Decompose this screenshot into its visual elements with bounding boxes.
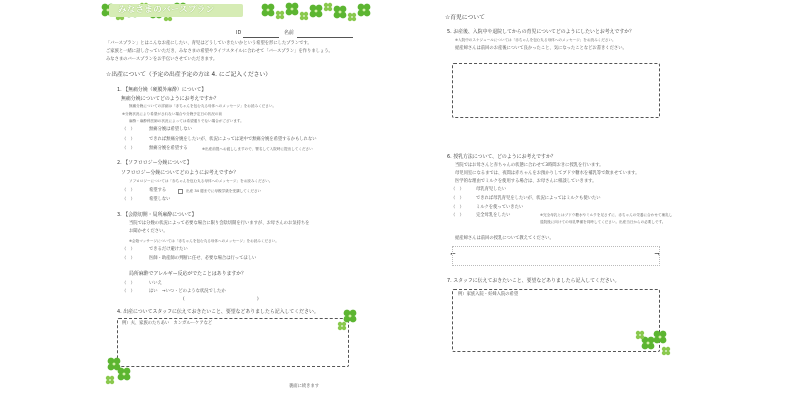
clover-icon [276, 11, 284, 19]
q4-answer-open: ( [183, 297, 185, 302]
q5-note: ※入院中のスケジュールについては「赤ちゃんを包む丸る母体へのメッセージ」をお読みください。 [455, 38, 616, 42]
q1-option-3-paren[interactable]: （ ） [122, 146, 135, 151]
q2-subtitle: ソフロロジー分娩についてどのようにお考えですか？ [121, 170, 239, 176]
q6-option-4-note: ※完全母乳とはブドウ糖水やミルクを足さずに、赤ちゃんの栄養に合わせて補乳し [540, 213, 673, 217]
clover-icon [348, 13, 356, 21]
q3-option-2-paren[interactable]: （ ） [122, 256, 135, 261]
clover-icon [324, 3, 332, 11]
q2-option-1-paren[interactable]: （ ） [122, 188, 135, 193]
previous-feeding-box[interactable] [452, 246, 660, 266]
clover-decoration-left [100, 297, 360, 395]
name-label: 名前 [284, 30, 294, 36]
q2-option-2: 希望しない [149, 197, 171, 202]
q6-title: 6. 授乳方法について、どのようにお考えですか？ [447, 154, 556, 160]
q1-title: 1. 【無痛分娩（硬膜外麻酔）について】 [117, 87, 207, 93]
id-label: ID [236, 30, 242, 36]
q1-option-3: 無痛分娩を希望する [149, 146, 188, 151]
q6-option-1-paren[interactable]: （ ） [451, 187, 464, 192]
q6-option-3: ミルクを使っていきたい [476, 205, 524, 210]
q2-option-2-paren[interactable]: （ ） [122, 197, 135, 202]
clover-icon [338, 322, 346, 330]
page-title: みなさまのバースプラン [118, 5, 215, 15]
birth-requests-example: 例）夫、家族のたちあい カンガルーケアなど [122, 321, 213, 326]
clover-icon [334, 6, 347, 19]
q1-subtitle: 無痛分娩についてどのようにお考えですか？ [121, 96, 219, 102]
q4-option-1: いいえ [149, 281, 162, 286]
name-field[interactable] [297, 37, 353, 38]
continued-note: 裏面に続きます [289, 384, 320, 389]
q3-option-2: 医師・助産師の判断に任せ、必要な場合は行ってほしい [149, 256, 257, 261]
q4-answer-close: ) [257, 297, 259, 302]
clover-icon [636, 331, 644, 339]
clover-icon [286, 3, 299, 16]
clover-icon [106, 376, 114, 384]
clover-icon [358, 4, 371, 17]
answer-close-marker: ¬ [654, 250, 660, 258]
q6-subtitle: 経産婦さんは前回の授乳について教えてください。 [455, 236, 554, 241]
q3-title: 3. 【会陰切開・局所麻酔について】 [117, 212, 197, 218]
q1-note: ※分娩状況により希望がされない場合や分娩予定日の状況の前 [122, 112, 223, 116]
q6-option-2: できれば母乳育児をしたいが、状況によってはミルクも使いたい [476, 196, 601, 201]
q3-option-1: できるだけ避けたい [149, 247, 188, 252]
q3-text: 当院では分娩の状況によって必要な場合に限り会陰切開を行いますが、お母さんのお気持ちを [129, 221, 310, 226]
intro-line: 「バースプラン」とはこんなお産にしたい、育児はどうしていきたいかという希望を形にしたプランです。 [106, 41, 312, 46]
q4-subtitle: 局所麻酔でアレルギー反応がでたことはありますか？ [129, 271, 247, 277]
q1-option-1-paren[interactable]: （ ） [122, 127, 135, 132]
q3-option-1-paren[interactable]: （ ） [122, 247, 135, 252]
q6-option-4-note: 退院後に向けての母乳準備を同時してください。出産当日からの必要しです。 [540, 220, 666, 224]
q2-note: ソフロロジーについては「赤ちゃんを包む丸る母体へのメッセージ」をお読みください。 [129, 179, 273, 183]
clover-icon [654, 331, 667, 344]
q1-option-2: できれば無痛分娩をしたいが、状況によっては途中で無痛分娩を希望するかもしれない [149, 137, 317, 142]
clover-icon [344, 310, 357, 323]
clover-decoration-right [620, 325, 680, 365]
clover-icon [662, 347, 670, 355]
q1-note: 無痛分娩についての詳細は「赤ちゃんを包む丸る母体へのメッセージ」をお読みください。 [129, 104, 277, 108]
clover-icon [300, 12, 308, 20]
q6-text: 当院ではお母さんと赤ちゃんの状態に合わせて3時間おきに授乳を行います。 [455, 163, 604, 168]
clover-icon [310, 5, 323, 18]
q1-option-3-note: ※出産前提へお渡ししますので、署名して入院時に提出してください [202, 147, 313, 151]
q6-option-4: 完全母乳をしたい [476, 213, 511, 218]
q1-option-2-paren[interactable]: （ ） [122, 137, 135, 142]
clover-icon [118, 368, 131, 381]
intro-line: みなさまのバースプランをお手伝いさせていただきます。 [106, 57, 218, 62]
q6-option-2-paren[interactable]: （ ） [451, 196, 464, 201]
childcare-plan-box[interactable] [452, 63, 660, 118]
q4-option-2: はい →いつ・どのような状況でしたか [149, 289, 226, 294]
clover-icon [262, 4, 275, 17]
q5-title-left: 4. 出産についてスタッフに伝えておきたいこと、要望などありましたら記入してください。 [117, 309, 319, 315]
clover-icon [108, 358, 121, 371]
q1-note: 麻酔・麻酔科医師の状況によっては希望通りでない場合がございます。 [129, 119, 244, 123]
q6-text: 母児同室になるまでは、夜間は赤ちゃんをお預かりしてブドウ糖水を補乳等で飲ませています。 [455, 171, 640, 176]
section-heading-birth: ☆出産について（予定の出産予定の方は 4. にご記入ください） [106, 72, 272, 78]
q6-option-1: 母乳育児したい [476, 187, 507, 192]
q4-option-2-paren[interactable]: （ ） [122, 289, 135, 294]
q2-option-1-note: 出産 34 週までに母親学級を受講してください [186, 189, 262, 193]
answer-open-marker: ⌐ [450, 250, 456, 258]
q2-option-1: 希望する [149, 188, 167, 193]
staff-requests-example: 例）家族入院・妊婦入院の希望 [458, 292, 519, 297]
section-heading-childcare: ☆育児について [445, 15, 485, 21]
q6-option-4-paren[interactable]: （ ） [451, 213, 464, 218]
q4-option-1-paren[interactable]: （ ） [122, 281, 135, 286]
intro-line: ご家族と一緒に話し合っていただき、みなさまの希望やライフスタイルに合わせて「バースプラン」を作りましょう。 [106, 49, 333, 54]
q2-checkbox[interactable] [178, 189, 183, 194]
q5-title: 5. お産後、入院中や退院してからの育児についてどのようにしたいとお考えですか？ [447, 29, 635, 35]
q7-title: 7. スタッフに伝えておきたいこと、要望などありましたら記入してください。 [447, 278, 620, 284]
q3-text: お聞かせください。 [129, 229, 168, 234]
q6-option-3-paren[interactable]: （ ） [451, 205, 464, 210]
q6-text: 医学的な理由でミルクを使用する場合は、お母さんに相談していきます。 [455, 179, 597, 184]
q1-option-1: 無痛分娩は希望しない [149, 127, 192, 132]
q5-subtitle: 経産婦さんは前回のお産後について良かったこと、気になったことなどお書きください。 [455, 46, 627, 51]
q2-title: 2. 【ソフロロジー分娩について】 [117, 160, 192, 166]
id-field[interactable] [243, 37, 279, 38]
q3-note: ※会陰マッサージについては「赤ちゃんを包む丸る母体へのメッセージ」をお読みください。 [129, 239, 279, 243]
